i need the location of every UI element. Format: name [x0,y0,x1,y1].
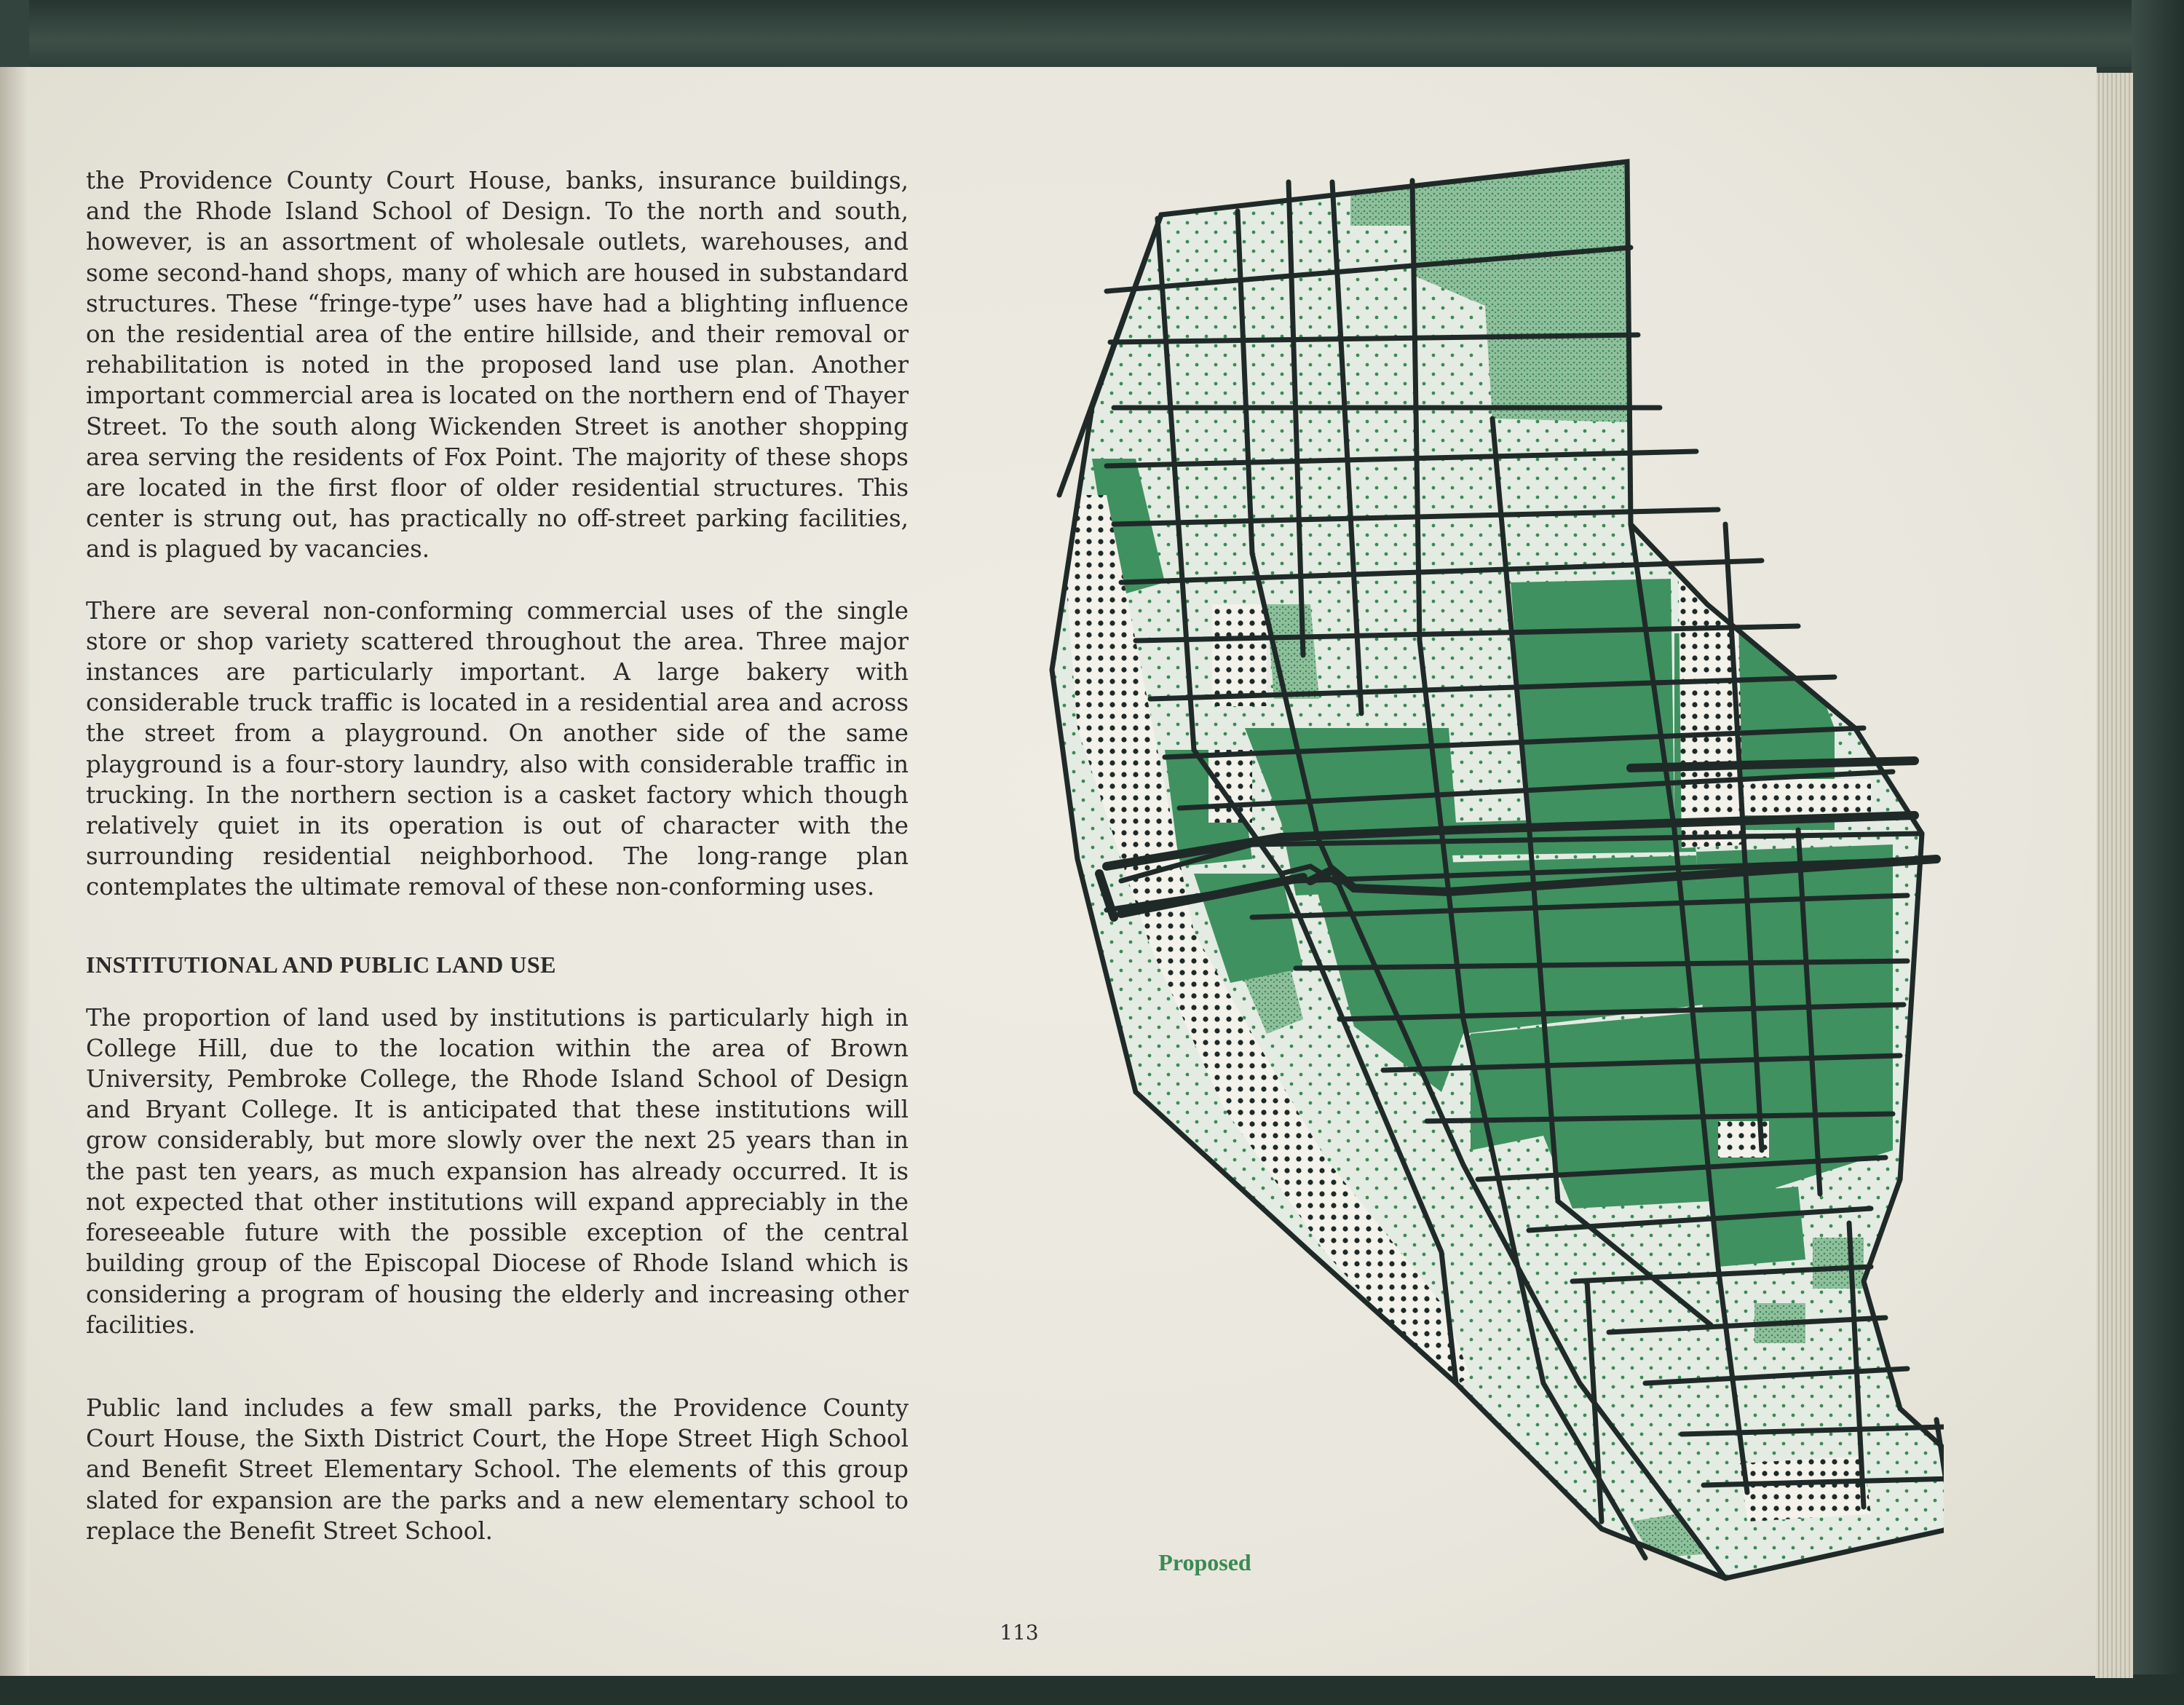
section-heading: INSTITUTIONAL AND PUBLIC LAND USE [86,951,556,978]
book-cover-bottom-edge [0,1674,2184,1705]
paragraph-non-conforming-uses: There are several non-conforming commercial uses of the single store or shop variety scattered throughout the area. Three major instances are particularly important. A large bakery with considerable truck traffic is located in a residential area and across the street from a playground. On another side of the same playground is a four-story laundry, also with considerable traffic in trucking. In the northern section is a casket factory which though relatively quiet in its operation is out of character with the surrounding residential neighborhood. The long-range plan contemplates the ultimate removal of these non-conforming uses. [86,596,909,901]
book-cover-right-edge [2132,0,2184,1705]
page-stack-edge [2095,73,2133,1678]
page-gutter [0,67,29,1676]
paragraph-public-land: Public land includes a few small parks, the Providence County Court House, the Sixth District Court, the Hope Street High School and Benefit Street Elementary School. The elements of this group slated for expansion are the parks and a new elementary school to replace the Benefit Street School. [86,1393,909,1545]
page-number: 113 [1000,1621,1039,1645]
book-cover-top-edge [0,0,2184,67]
map-caption: Proposed [1158,1549,1251,1575]
paragraph-commercial-fringe: the Providence County Court House, banks, insurance buildings, and the Rhode Island School of Design. To the north and south, however, is an assortment of wholesale outlets, warehouses, and some second-hand shops, many of which are housed in substandard structures. These “fringe-type” uses have had a blighting influence on the residential area of the entire hillside, and their removal or rehabilitation is noted in the proposed land use plan. Another important commercial area is located on the northern end of Thayer Street. To the south along Wickenden Street is another shopping area serving the residents of Fox Point. The majority of these shops are located in the first floor of older residential structures. This center is strung out, has practically no off-street parking facilities, and is plagued by vacancies. [86,167,909,563]
proposed-land-use-map [1041,153,1944,1587]
text-column [86,165,909,1546]
paragraph-institutional-land: The proportion of land used by institutions is particularly high in College Hill, due to the location within the area of Brown University, Pembroke College, the Rhode Island School of Design and Bryant College. It is anticipated that these institutions will grow considerably, but more slowly over the next 25 years than in the past ten years, as much expansion has already occurred. It is not expected that other institutions will expand appreciably in the foreseeable future with the possible exception of the central building group of the Episcopal Diocese of Rhode Island which is considering a program of housing the elderly and increasing other facilities. [86,1003,909,1339]
